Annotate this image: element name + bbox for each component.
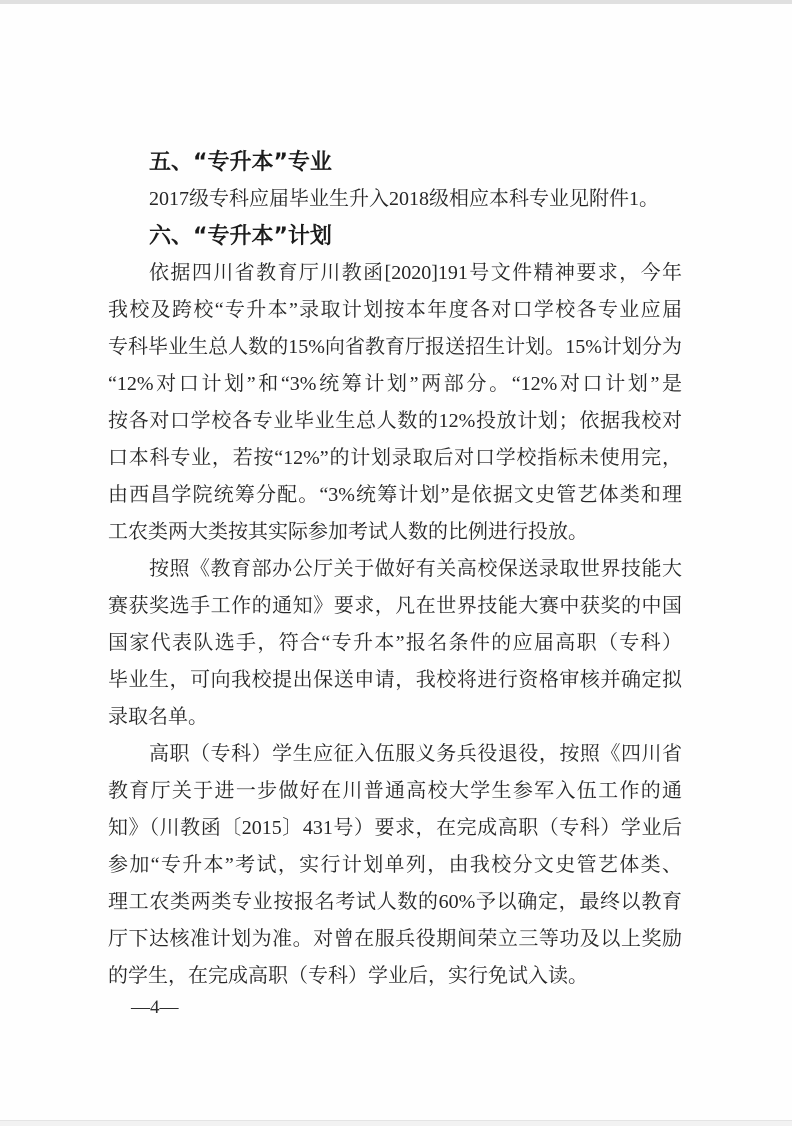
section-heading: 六、“专升本”计划 [149, 224, 332, 249]
paragraph-line: 的学生，在完成高职（专科）学业后，实行免试入读。 [108, 965, 588, 987]
paragraph-line: 我校及跨校“专升本”录取计划按本年度各对口学校各专业应届 [108, 299, 682, 321]
paragraph-line: 2017级专科应届毕业生升入2018级相应本科专业见附件1。 [149, 188, 659, 210]
paragraph-line: 专科毕业生总人数的15%向省教育厅报送招生计划。15%计划分为 [108, 336, 682, 358]
page-number: —4— [131, 997, 179, 1018]
paragraph-line: 理工农类两类专业按报名考试人数的60%予以确定，最终以教育 [108, 891, 682, 913]
paragraph-line: 按各对口学校各专业毕业生总人数的12%投放计划；依据我校对 [108, 410, 682, 432]
paragraph-line: 赛获奖选手工作的通知》要求，凡在世界技能大赛中获奖的中国 [108, 595, 682, 617]
document-content [108, 144, 682, 995]
scan-edge-bottom [0, 1120, 792, 1126]
paragraph-line: 工农类两大类按其实际参加考试人数的比例进行投放。 [108, 521, 588, 543]
paragraph-line: “12%对口计划”和“3%统筹计划”两部分。“12%对口计划”是 [108, 373, 682, 395]
paragraph-line: 按照《教育部办公厅关于做好有关高校保送录取世界技能大 [149, 558, 682, 580]
paragraph-line: 教育厅关于进一步做好在川普通高校大学生参军入伍工作的通 [108, 780, 682, 802]
paragraph-line: 厅下达核准计划为准。对曾在服兵役期间荣立三等功及以上奖励 [108, 928, 682, 950]
paragraph-line: 知》（川教函〔2015〕431号）要求，在完成高职（专科）学业后 [108, 817, 682, 839]
paragraph-line: 毕业生，可向我校提出保送申请，我校将进行资格审核并确定拟 [108, 669, 682, 691]
paragraph-line: 高职（专科）学生应征入伍服义务兵役退役，按照《四川省 [149, 743, 682, 765]
paragraph-line: 由西昌学院统筹分配。“3%统筹计划”是依据文史管艺体类和理 [108, 484, 682, 506]
section-heading: 五、“专升本”专业 [149, 150, 332, 175]
paragraph-line: 依据四川省教育厅川教函[2020]191号文件精神要求，今年 [149, 262, 682, 284]
scan-edge-top [0, 0, 792, 4]
paragraph-line: 录取名单。 [108, 706, 208, 728]
paragraph-line: 口本科专业，若按“12%”的计划录取后对口学校指标未使用完， [108, 447, 682, 469]
paragraph-line: 国家代表队选手，符合“专升本”报名条件的应届高职（专科） [108, 632, 682, 654]
paragraph-line: 参加“专升本”考试，实行计划单列，由我校分文史管艺体类、 [108, 854, 682, 876]
